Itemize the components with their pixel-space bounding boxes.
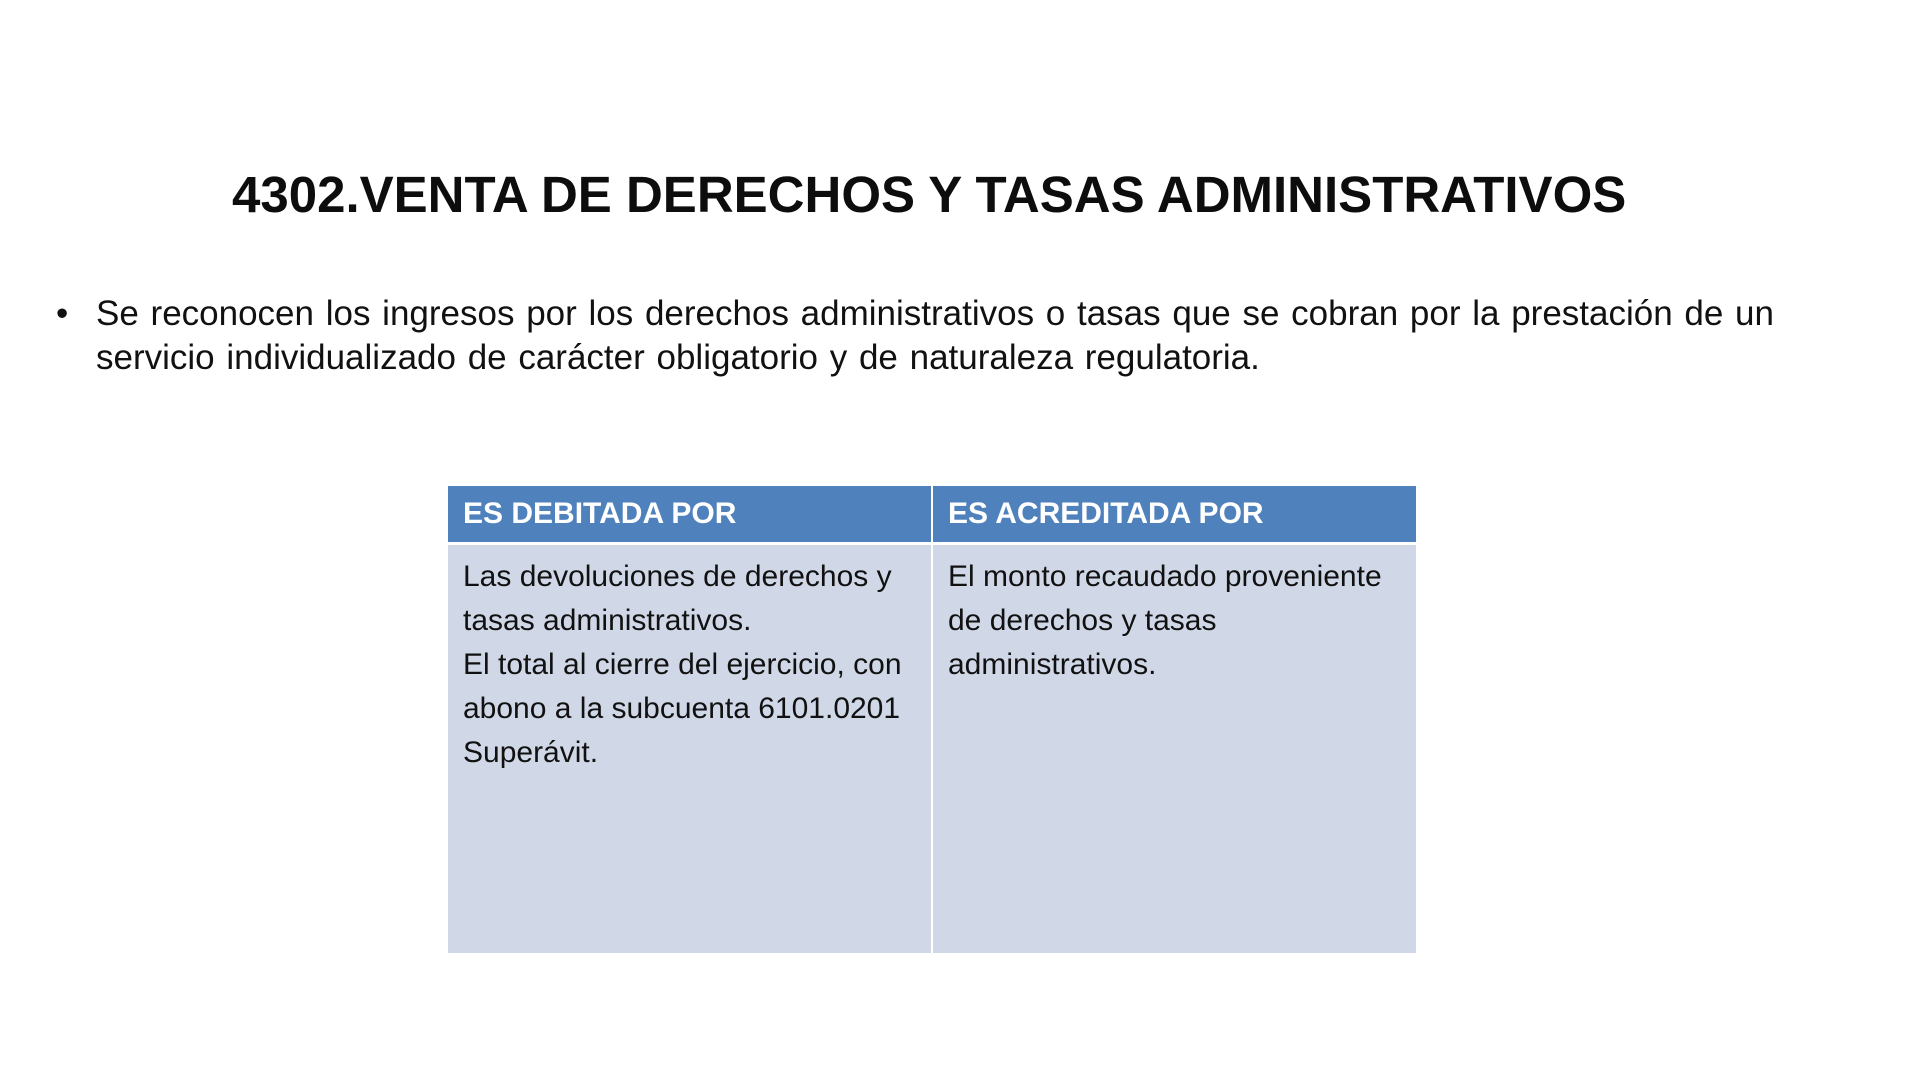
bullet-icon: • xyxy=(56,294,69,333)
table-header-row xyxy=(448,486,1416,544)
bullet-item xyxy=(56,292,1776,380)
table-row xyxy=(448,544,1416,954)
debit-header: ES DEBITADA POR xyxy=(448,486,932,544)
debit-line: El total al cierre del ejercicio, con abono a la subcuenta 6101.0201 Superávit. xyxy=(463,648,902,769)
credit-line: El monto recaudado proveniente de derechos y tasas administrativos. xyxy=(948,560,1382,681)
debit-line: Las devoluciones de derechos y tasas administrativos. xyxy=(463,560,892,637)
credit-header: ES ACREDITADA POR xyxy=(932,486,1416,544)
slide-title: 4302.VENTA DE DERECHOS Y TASAS ADMINISTRATIVOS xyxy=(232,166,1627,223)
debit-cell xyxy=(448,544,932,954)
bullet-text: Se reconocen los ingresos por los derechos administrativos o tasas que se cobran por la prestación de un servicio individualizado de carácter obligatorio y de naturaleza regulatoria. xyxy=(96,294,1774,377)
account-table xyxy=(448,486,1416,953)
credit-cell xyxy=(932,544,1416,954)
